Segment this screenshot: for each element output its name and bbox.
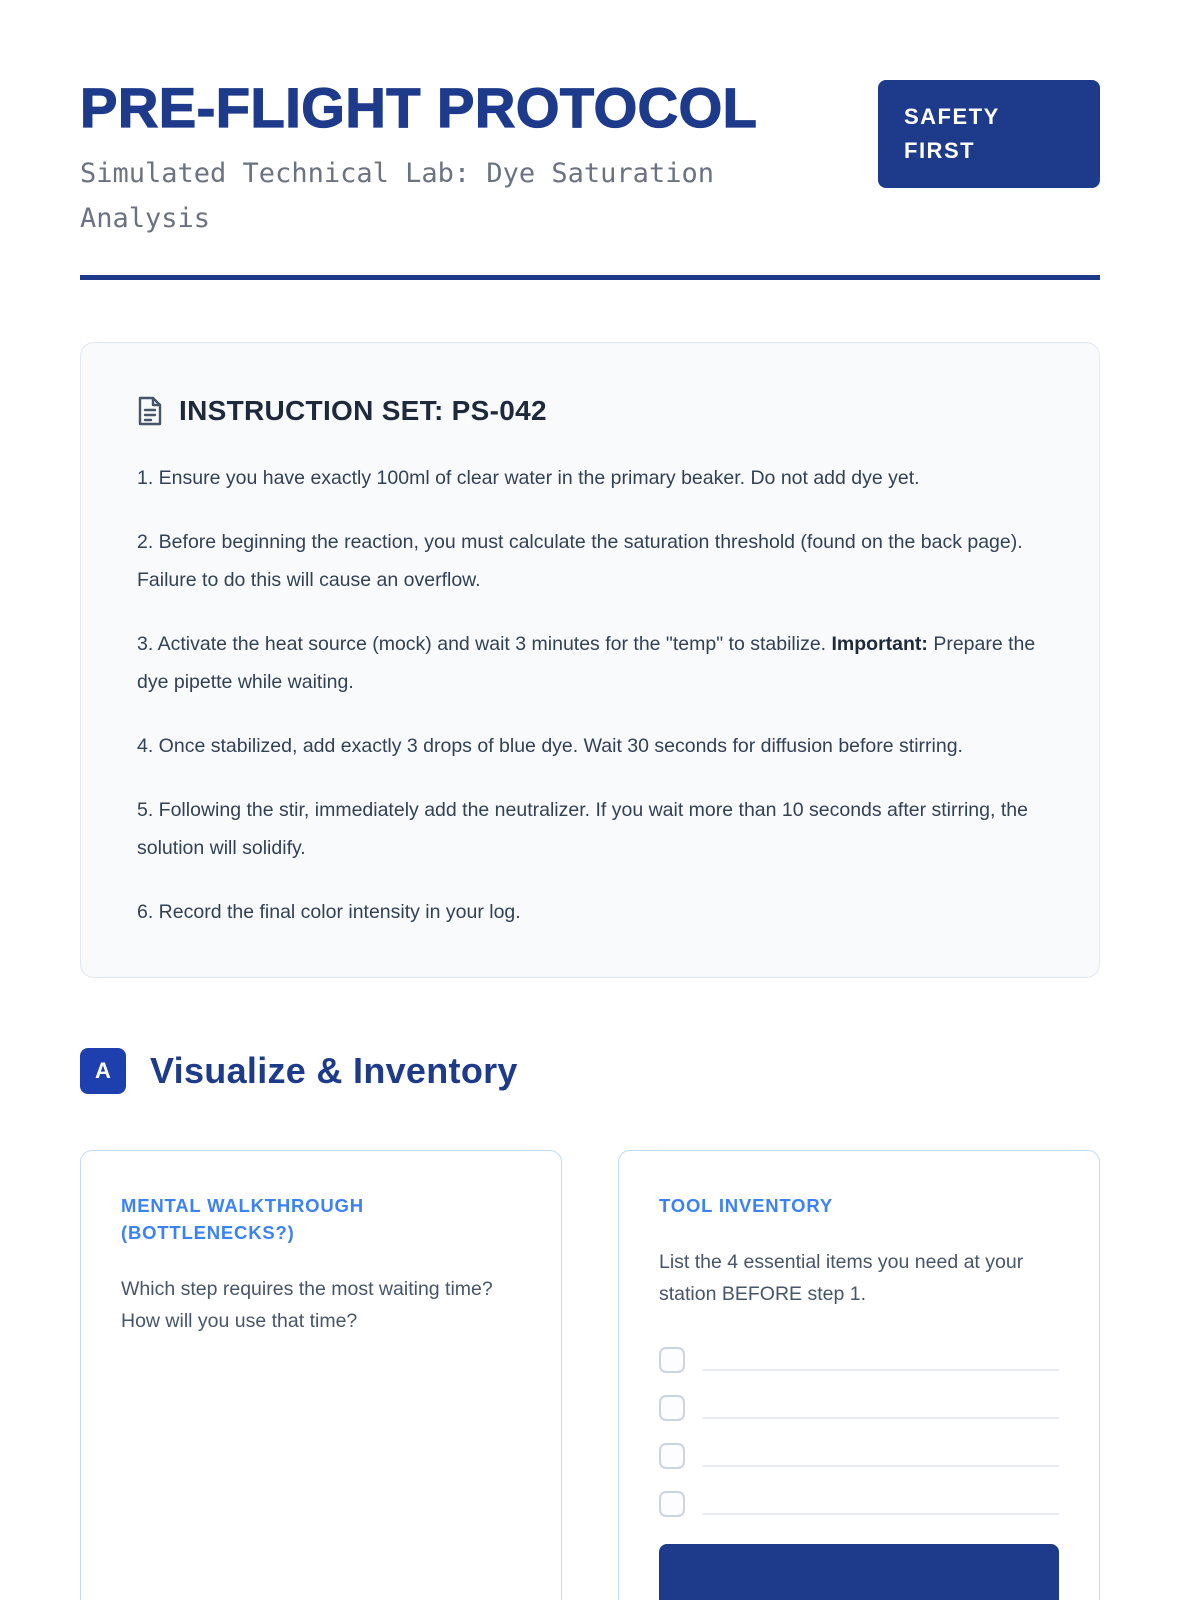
answer-line[interactable] bbox=[703, 1465, 1059, 1467]
step-bold: Important: bbox=[831, 633, 928, 656]
document-icon bbox=[137, 396, 163, 426]
instruction-step-6 bbox=[137, 893, 1043, 931]
section-a-header bbox=[80, 1048, 1100, 1094]
step-text: 1. Ensure you have exactly 100ml of clear water in the primary beaker. Do not add dye yet. bbox=[137, 467, 920, 490]
instruction-step-4 bbox=[137, 727, 1043, 765]
page-title: PRE-FLIGHT PROTOCOL bbox=[80, 76, 758, 139]
tool-inventory-checklist bbox=[659, 1336, 1059, 1528]
checkbox[interactable] bbox=[659, 1443, 685, 1469]
tool-inventory-panel bbox=[618, 1150, 1100, 1600]
checkbox[interactable] bbox=[659, 1395, 685, 1421]
answer-line[interactable] bbox=[703, 1513, 1059, 1515]
step-text: 6. Record the final color intensity in your log. bbox=[137, 901, 521, 924]
instruction-card-header bbox=[137, 395, 1043, 427]
checklist-row bbox=[659, 1384, 1059, 1432]
answer-line[interactable] bbox=[703, 1369, 1059, 1371]
header bbox=[80, 76, 1100, 241]
checkbox[interactable] bbox=[659, 1491, 685, 1517]
step-text: 2. Before beginning the reaction, you must calculate the saturation threshold (found on the back page). Failure to do this will cause an overflow. bbox=[137, 531, 1023, 592]
step-tail: Prepare the dye pipette while waiting. bbox=[137, 633, 1036, 694]
instruction-step-5 bbox=[137, 791, 1043, 867]
instruction-steps bbox=[137, 459, 1043, 931]
answer-line[interactable] bbox=[703, 1417, 1059, 1419]
step-text: 5. Following the stir, immediately add the neutralizer. If you wait more than 10 seconds after stirring, the solution will solidify. bbox=[137, 799, 1028, 860]
instruction-set-title: INSTRUCTION SET: PS-042 bbox=[179, 395, 547, 427]
cutoff-dark-panel bbox=[659, 1544, 1059, 1600]
instruction-step-3 bbox=[137, 625, 1043, 701]
page-subtitle: Simulated Technical Lab: Dye Saturation Analysis bbox=[80, 158, 714, 234]
checklist-row bbox=[659, 1336, 1059, 1384]
section-a-title: Visualize & Inventory bbox=[150, 1050, 518, 1092]
checkbox[interactable] bbox=[659, 1347, 685, 1373]
instruction-step-1 bbox=[137, 459, 1043, 497]
step-text: 3. Activate the heat source (mock) and wait 3 minutes for the "temp" to stabilize. bbox=[137, 633, 832, 656]
instruction-step-2 bbox=[137, 523, 1043, 599]
header-divider bbox=[80, 275, 1100, 280]
safety-first-badge: SAFETY FIRST bbox=[878, 80, 1100, 188]
step-text: 4. Once stabilized, add exactly 3 drops of blue dye. Wait 30 seconds for diffusion before stirring. bbox=[137, 735, 963, 758]
instruction-card bbox=[80, 342, 1100, 978]
tool-inventory-label: TOOL INVENTORY bbox=[659, 1195, 833, 1217]
tool-inventory-instruction: List the 4 essential items you need at your station BEFORE step 1. bbox=[659, 1251, 1024, 1306]
mental-walkthrough-label: MENTAL WALKTHROUGH (BOTTLENECKS?) bbox=[121, 1195, 364, 1244]
section-a-panels bbox=[80, 1150, 1100, 1600]
checklist-row bbox=[659, 1432, 1059, 1480]
mental-walkthrough-panel bbox=[80, 1150, 562, 1600]
section-letter-badge: A bbox=[80, 1048, 126, 1094]
mental-walkthrough-question: Which step requires the most waiting time? How will you use that time? bbox=[121, 1277, 493, 1333]
checklist-row bbox=[659, 1480, 1059, 1528]
